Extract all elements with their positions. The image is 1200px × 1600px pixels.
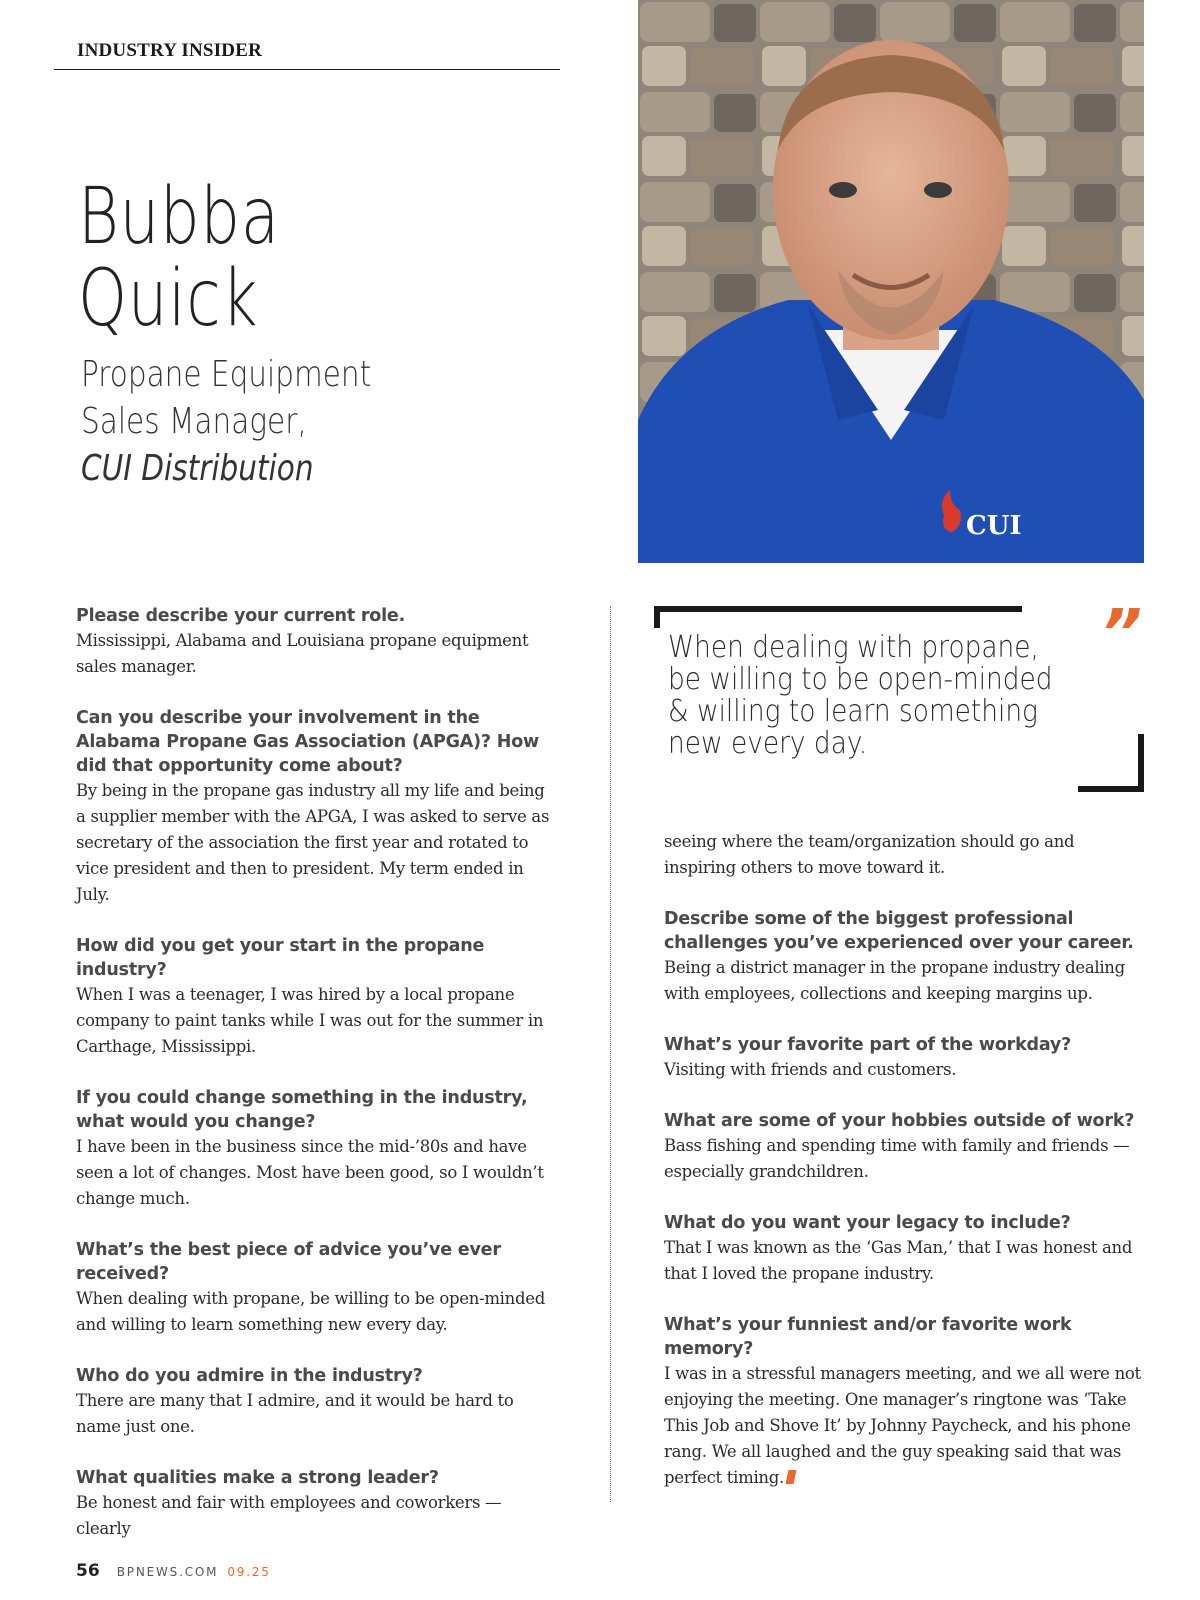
answer: Bass fishing and spending time with family and friends — especially grandchildren. bbox=[664, 1136, 1130, 1181]
quote-frame-right bbox=[1138, 734, 1144, 792]
answer: Mississippi, Alabama and Louisiana propane equipment sales manager. bbox=[76, 631, 529, 676]
portrait-photo bbox=[638, 0, 1144, 563]
question: How did you get your start in the propane industry? bbox=[76, 936, 485, 980]
name-last: Quick bbox=[78, 254, 259, 344]
question: What’s the best piece of advice you’ve ever received? bbox=[76, 1240, 501, 1284]
question: If you could change something in the industry, what would you change? bbox=[76, 1088, 528, 1132]
left-column bbox=[76, 604, 554, 1568]
name-first: Bubba bbox=[78, 172, 280, 262]
answer: When I was a teenager, I was hired by a local propane company to paint tanks while I was out for the summer in Carthage, Mississippi. bbox=[76, 985, 544, 1056]
question: Can you describe your involvement in the Alabama Propane Gas Association (APGA)? How did that opportunity come about? bbox=[76, 708, 540, 776]
qa-item bbox=[664, 1033, 1144, 1083]
issue-date: 09.25 bbox=[227, 1565, 271, 1579]
question: Who do you admire in the industry? bbox=[76, 1366, 423, 1386]
answer: When dealing with propane, be willing to be open-minded and willing to learn something new every day. bbox=[76, 1289, 545, 1334]
quote-frame-left bbox=[654, 606, 660, 628]
title-line-2: Sales Manager, bbox=[81, 401, 307, 442]
qa-item bbox=[76, 1364, 554, 1440]
title-line-1: Propane Equipment bbox=[81, 354, 372, 395]
question: What are some of your hobbies outside of work? bbox=[664, 1111, 1135, 1131]
qa-item bbox=[76, 706, 554, 908]
company-name: CUI Distribution bbox=[81, 448, 314, 489]
qa-item bbox=[76, 1086, 554, 1212]
answer-text: I was in a stressful managers meeting, and we all were not enjoying the meeting. One manager’s ringtone was ‘Take This Job and Shove It’ by Johnny Paycheck, and his phone rang. We all laughed and the guy speaking said that was perfect timing. bbox=[664, 1364, 1141, 1487]
quote-frame-bottom bbox=[1078, 786, 1144, 792]
answer: I have been in the business since the mid-’80s and have seen a lot of changes. Most have been good, so I wouldn’t change much. bbox=[76, 1137, 544, 1208]
shirt-logo: CUI bbox=[966, 511, 1022, 541]
pull-quote bbox=[654, 597, 1144, 792]
answer: Being a district manager in the propane industry dealing with employees, collections and keeping margins up. bbox=[664, 958, 1125, 1003]
answer bbox=[664, 1361, 1144, 1491]
qa-item bbox=[76, 604, 554, 680]
qa-item bbox=[664, 1313, 1144, 1491]
question: Describe some of the biggest professional challenges you’ve experienced over your career. bbox=[664, 909, 1134, 953]
answer: That I was known as the ‘Gas Man,’ that I was honest and that I loved the propane industry. bbox=[664, 1238, 1133, 1283]
quote-mark-icon: ” bbox=[1100, 597, 1142, 671]
qa-item bbox=[664, 907, 1144, 1007]
section-label: INDUSTRY INSIDER bbox=[77, 40, 263, 61]
profile-name bbox=[78, 172, 280, 344]
profile-title bbox=[81, 351, 371, 492]
qa-item bbox=[76, 1466, 554, 1542]
qa-item bbox=[664, 1109, 1144, 1185]
question: Please describe your current role. bbox=[76, 606, 406, 626]
answer: By being in the propane gas industry all my life and being a supplier member with the APGA, I was asked to serve as secretary of the association the first year and rotated to vice president and then to president. My term ended in July. bbox=[76, 781, 550, 904]
question: What’s your favorite part of the workday? bbox=[664, 1035, 1072, 1055]
qa-item bbox=[76, 934, 554, 1060]
quote-frame-top bbox=[654, 606, 1022, 612]
answer: There are many that I admire, and it would be hard to name just one. bbox=[76, 1391, 514, 1436]
qa-item bbox=[76, 1238, 554, 1338]
question: What qualities make a strong leader? bbox=[76, 1468, 439, 1488]
continued-answer: seeing where the team/organization should go and inspiring others to move toward it. bbox=[664, 832, 1075, 877]
site-name: BPNEWS.COM bbox=[116, 1565, 219, 1579]
end-mark-icon bbox=[785, 1470, 796, 1484]
column-divider bbox=[610, 606, 611, 1502]
page-number: 56 bbox=[76, 1561, 100, 1581]
question: What do you want your legacy to include? bbox=[664, 1213, 1071, 1233]
right-column bbox=[664, 829, 1144, 1517]
answer: Visiting with friends and customers. bbox=[664, 1060, 957, 1079]
answer: Be honest and fair with employees and coworkers — clearly bbox=[76, 1493, 502, 1538]
pull-quote-text: When dealing with propane, be willing to be open-minded & willing to learn something new every day. bbox=[668, 630, 1053, 761]
question: What’s your funniest and/or favorite work memory? bbox=[664, 1315, 1072, 1359]
qa-item bbox=[664, 1211, 1144, 1287]
section-divider bbox=[54, 69, 560, 70]
page-footer bbox=[76, 1561, 271, 1581]
